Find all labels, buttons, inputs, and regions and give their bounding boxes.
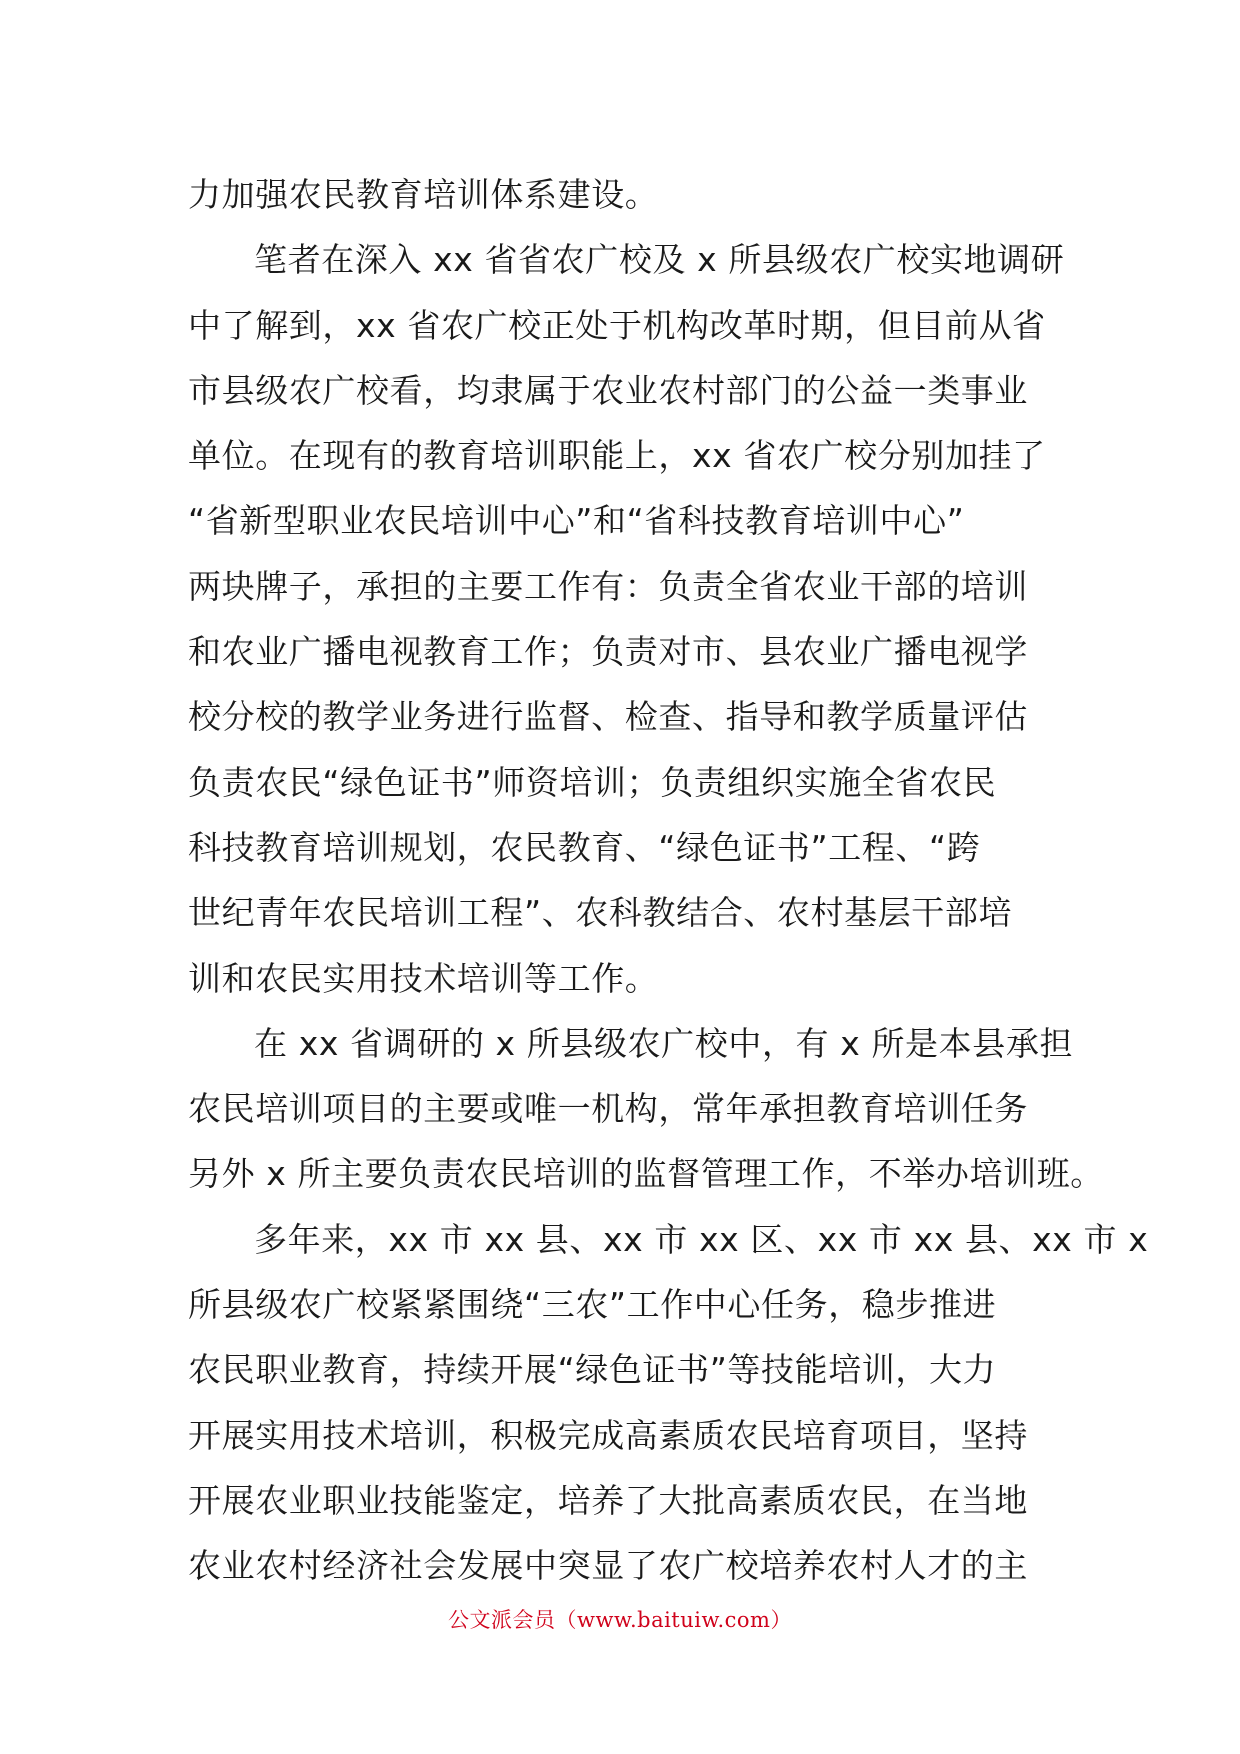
text-line: 在 xx 省调研的 x 所县级农广校中，有 x 所是本县承担 [254, 1023, 1074, 1063]
text-line: 力加强农民教育培训体系建设。 [188, 175, 659, 214]
text-line: 中了解到，xx 省农广校正处于机构改革时期，但目前从省 [188, 305, 1046, 345]
text-line: 多年来，xx 市 xx 县、xx 市 xx 区、xx 市 xx 县、xx 市 x [254, 1219, 1149, 1259]
text-line: 训和农民实用技术培训等工作。 [188, 958, 659, 998]
text-line: 负责农民“绿色证书”师资培训；负责组织实施全省农民 [188, 762, 997, 802]
footer-watermark: 公文派会员（www.baituiw.com） [448, 1608, 792, 1632]
text-line: 另外 x 所主要负责农民培训的监督管理工作，不举办培训班。 [188, 1154, 1104, 1194]
text-line: 单位。在现有的教育培训职能上，xx 省农广校分别加挂了 [188, 436, 1046, 476]
text-line: 和农业广播电视教育工作；负责对市、县农业广播电视学 [188, 632, 1028, 672]
text-line: “省新型职业农民培训中心”和“省科技教育培训中心” [188, 501, 965, 541]
body-text [188, 162, 1149, 1599]
text-line: 笔者在深入 xx 省省农广校及 x 所县级农广校实地调研 [254, 240, 1065, 280]
text-line: 农业农村经济社会发展中突显了农广校培养农村人才的主 [188, 1546, 1028, 1586]
text-line: 农民职业教育，持续开展“绿色证书”等技能培训，大力 [188, 1350, 997, 1390]
text-line: 校分校的教学业务进行监督、检查、指导和教学质量评估 [188, 697, 1028, 737]
text-line: 两块牌子，承担的主要工作有：负责全省农业干部的培训 [188, 566, 1028, 606]
text-line: 开展实用技术培训，积极完成高素质农民培育项目，坚持 [188, 1415, 1028, 1455]
text-line: 农民培训项目的主要或唯一机构，常年承担教育培训任务 [188, 1089, 1028, 1129]
text-line: 所县级农广校紧紧围绕“三农”工作中心任务，稳步推进 [188, 1285, 997, 1325]
text-line: 市县级农广校看，均隶属于农业农村部门的公益一类事业 [188, 370, 1028, 410]
text-line: 科技教育培训规划，农民教育、“绿色证书”工程、“跨 [188, 827, 981, 867]
text-line: 世纪青年农民培训工程”、农科教结合、农村基层干部培 [188, 893, 1013, 933]
text-line: 开展农业职业技能鉴定，培养了大批高素质农民，在当地 [188, 1480, 1028, 1520]
